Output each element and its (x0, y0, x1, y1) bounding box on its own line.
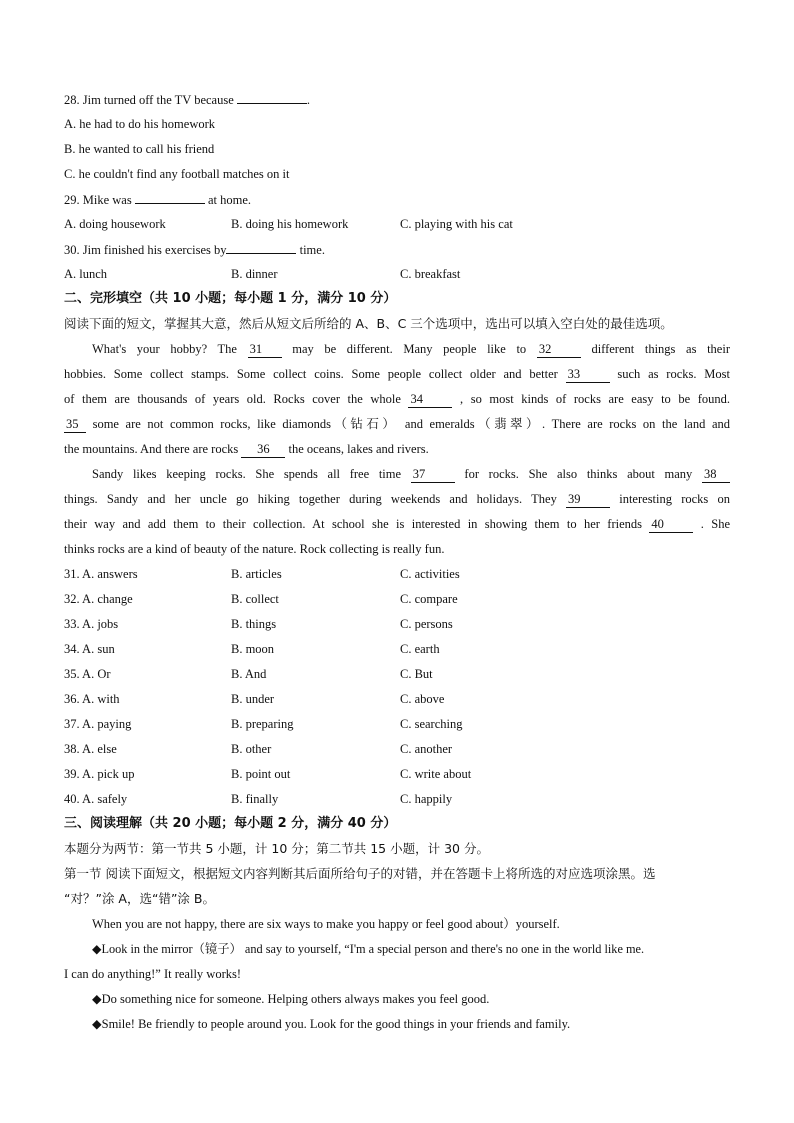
section3-part1-instruction: 第一节 阅读下面短文，根据短文内容判断其后面所给句子的对错，并在答题卡上将所选的对应选项涂黑。选 (64, 866, 656, 881)
q38-option-b: B. other (231, 742, 272, 756)
cloze-p1-line4 (64, 416, 730, 433)
q29-stem-end: at home. (207, 193, 251, 207)
q29-blank (135, 191, 205, 204)
q37-option-c: C. searching (400, 717, 463, 731)
blank-33: 33 (566, 366, 610, 383)
q30-stem-end: time. (299, 243, 325, 257)
q29-option-c: C. playing with his cat (400, 217, 513, 231)
blank-35: 35 (64, 416, 86, 433)
reading-bullet-2: ◆Do something nice for someone. Helping others always makes you feel good. (92, 992, 490, 1006)
reading-intro: When you are not happy, there are six ways to make you happy or feel good about）yourself. (92, 917, 560, 931)
cloze-p2-line3 (64, 516, 730, 533)
q31-option-b: B. articles (231, 567, 282, 581)
q40-option-b: B. finally (231, 792, 279, 806)
cloze-text: . She (693, 517, 731, 531)
section2-instruction: 阅读下面的短文，掌握其大意，然后从短文后所给的 A、B、C 三个选项中，选出可以填入空白处的最佳选项。 (64, 316, 673, 331)
q40-option-a: 40. A. safely (64, 792, 128, 806)
q28-option-b: B. he wanted to call his friend (64, 142, 215, 156)
section3-intro: 本题分为两节：第一节共 5 小题，计 10 分；第二节共 15 小题，计 30 分。 (64, 841, 489, 856)
q29-option-b: B. doing his homework (231, 217, 349, 231)
cloze-text: for rocks. She also thinks about many (454, 467, 702, 481)
q30-option-c: C. breakfast (400, 267, 461, 281)
q30-stem-text: 30. Jim finished his exercises by (64, 243, 227, 257)
cloze-p2-line2 (64, 491, 730, 508)
q28-option-a: A. he had to do his homework (64, 117, 216, 131)
q34-option-b: B. moon (231, 642, 275, 656)
q30-option-b: B. dinner (231, 267, 278, 281)
blank-36: 36 (241, 441, 285, 458)
q38-option-a: 38. A. else (64, 742, 117, 756)
q35-option-b: B. And (231, 667, 267, 681)
q29-stem (64, 191, 730, 208)
cloze-text: may be different. Many people like to (281, 342, 537, 356)
q35-option-a: 35. A. Or (64, 667, 111, 681)
cloze-text: of them are thousands of years old. Rocks cover the whole (64, 392, 409, 406)
q38-option-c: C. another (400, 742, 453, 756)
q40-option-c: C. happily (400, 792, 453, 806)
blank-32: 32 (537, 341, 581, 358)
q31-option-c: C. activities (400, 567, 460, 581)
q35-option-c: C. But (400, 667, 433, 681)
reading-bullet-1-cont: I can do anything!” It really works! (64, 967, 242, 981)
cloze-p1-line2 (64, 366, 730, 383)
q36-option-c: C. above (400, 692, 445, 706)
q39-option-a: 39. A. pick up (64, 767, 135, 781)
q33-option-b: B. things (231, 617, 277, 631)
section3-part1-instruction-cont: “对？”涂 A，选“错”涂 B。 (64, 891, 215, 906)
q39-option-b: B. point out (231, 767, 291, 781)
q30-option-a: A. lunch (64, 267, 108, 281)
q37-option-b: B. preparing (231, 717, 294, 731)
q36-option-a: 36. A. with (64, 692, 120, 706)
cloze-p2-line1 (64, 466, 730, 483)
q28-stem-text: 28. Jim turned off the TV because (64, 93, 234, 107)
blank-34: 34 (408, 391, 452, 408)
cloze-text: the oceans, lakes and rivers. (285, 442, 429, 456)
q28-blank (237, 91, 307, 104)
q29-option-a: A. doing housework (64, 217, 166, 231)
q33-option-a: 33. A. jobs (64, 617, 119, 631)
cloze-text: What's your hobby? The (92, 342, 248, 356)
cloze-text: different things as their (580, 342, 730, 356)
q32-option-b: B. collect (231, 592, 279, 606)
cloze-text: some are not common rocks, like diamonds（钻石） and emeralds（翡翠）. There are rocks on the land and (86, 417, 730, 431)
blank-31: 31 (248, 341, 282, 358)
q28-stem-end: . (306, 93, 311, 107)
section3-heading: 三、阅读理解（共 20 小题；每小题 2 分，满分 40 分） (64, 816, 397, 831)
q36-option-b: B. under (231, 692, 275, 706)
q33-option-c: C. persons (400, 617, 453, 631)
blank-39: 39 (566, 491, 610, 508)
q31-option-a: 31. A. answers (64, 567, 138, 581)
q29-stem-text: 29. Mike was (64, 193, 132, 207)
blank-40: 40 (649, 516, 693, 533)
cloze-text: the mountains. And there are rocks (64, 442, 242, 456)
q30-stem (64, 241, 730, 258)
q34-option-a: 34. A. sun (64, 642, 115, 656)
cloze-p2-line4: thinks rocks are a kind of beauty of the nature. Rock collecting is really fun. (64, 542, 445, 556)
cloze-text: Sandy likes keeping rocks. She spends all free time (92, 467, 411, 481)
reading-bullet-3: ◆Smile! Be friendly to people around you. Look for the good things in your friends and family. (92, 1017, 571, 1031)
q34-option-c: C. earth (400, 642, 440, 656)
q37-option-a: 37. A. paying (64, 717, 132, 731)
cloze-text: things. Sandy and her uncle go hiking together during weekends and holidays. They (64, 492, 567, 506)
q32-option-c: C. compare (400, 592, 458, 606)
cloze-text: their way and add them to their collection. At school she is interested in showing them to her friends (64, 517, 650, 531)
cloze-text: , so most kinds of rocks are easy to be found. (452, 392, 730, 406)
q30-blank (226, 241, 296, 254)
reading-bullet-1: ◆Look in the mirror（镜子） and say to yourself, “I'm a special person and there's no one in the world like me. (92, 942, 645, 956)
q28-stem (64, 91, 730, 108)
cloze-p1-line3 (64, 391, 730, 408)
q28-option-c: C. he couldn't find any football matches on it (64, 167, 290, 181)
cloze-text: such as rocks. Most (609, 367, 731, 381)
cloze-p1-line1 (64, 341, 730, 358)
q32-option-a: 32. A. change (64, 592, 133, 606)
cloze-text: interesting rocks on (610, 492, 730, 506)
blank-38: 38 (702, 466, 730, 483)
section2-heading: 二、完形填空（共 10 小题；每小题 1 分，满分 10 分） (64, 291, 397, 306)
cloze-p1-line5 (64, 441, 730, 458)
blank-37: 37 (411, 466, 455, 483)
cloze-text: hobbies. Some collect stamps. Some collect coins. Some people collect older and better (64, 367, 566, 381)
q39-option-c: C. write about (400, 767, 472, 781)
